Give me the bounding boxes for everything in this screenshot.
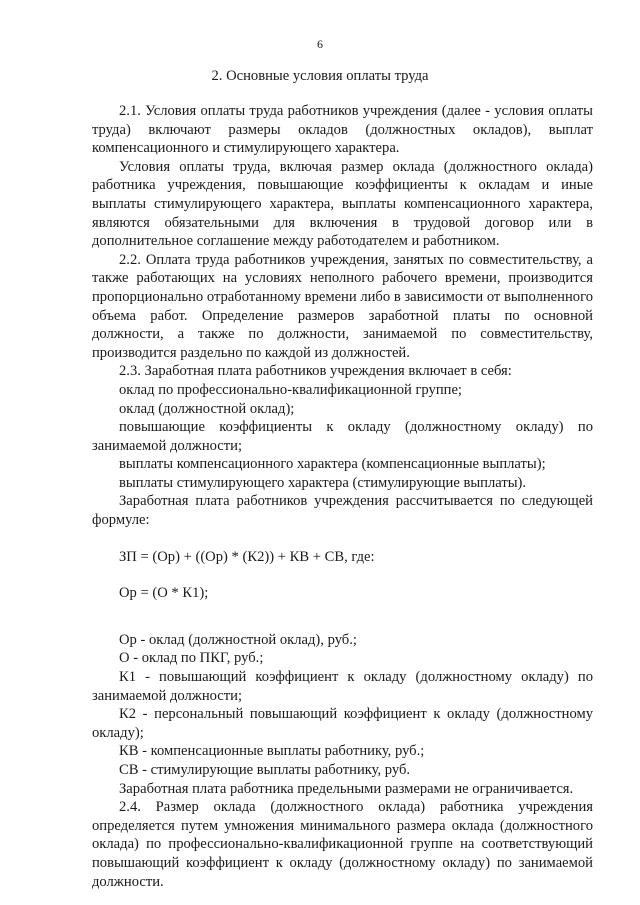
list-item: выплаты компенсационного характера (компенсационные выплаты);	[119, 456, 546, 473]
section-title: 2. Основные условия оплаты труда	[211, 68, 429, 84]
paragraph: Условия оплаты труда, включая размер оклада (должностного оклада) работника учреждения, повышающие коэффициенты к окладам и иные выплаты стимулирующего характера, выплаты компенсационного характера, являются обязательными для включения в трудовой договор или в дополнительное соглашение между работодателем и работником.	[92, 158, 593, 250]
formula-base-salary: Ор = (О * К1);	[119, 585, 209, 602]
list-item: выплаты стимулирующего характера (стимулирующие выплаты).	[119, 474, 527, 491]
definition-item: КВ - компенсационные выплаты работнику, руб.;	[119, 743, 425, 760]
definition-item: К2 - персональный повышающий коэффициент к окладу (должностному окладу);	[92, 706, 593, 741]
paragraph: 2.3. Заработная плата работников учреждения включает в себя:	[119, 363, 512, 380]
paragraph: 2.4. Размер оклада (должностного оклада) работника учреждения определяется путем умножения минимального размера оклада (должностного оклада) по профессионально-квалификационной группе на соответствующий повышающий коэффициент к окладу (должностному окладу) по занимаемой должности.	[92, 799, 593, 890]
paragraph: 2.2. Оплата труда работников учреждения, занятых по совместительству, а также работающих на условиях неполного рабочего времени, производится пропорционально отработанному времени либо в зависимости от выполненного объема работ. Определение размеров заработной платы по основной должности, а также по должности, занимаемой по совместительству, производится раздельно по каждой из должностей.	[92, 251, 593, 361]
spacer	[92, 530, 593, 548]
paragraph: Заработная плата работника предельными размерами не ограничивается.	[119, 780, 574, 797]
spacer	[92, 566, 593, 584]
paragraph: 2.1. Условия оплаты труда работников учреждения (далее - условия оплаты труда) включают размеры окладов (должностных окладов), выплат компенсационного и стимулирующего характера.	[92, 103, 593, 157]
paragraph: Заработная плата работников учреждения рассчитывается по следующей формуле:	[92, 493, 593, 529]
page-number: 6	[317, 37, 323, 51]
definition-item: СВ - стимулирующие выплаты работнику, руб.	[119, 762, 411, 778]
list-item: оклад (должностной оклад);	[119, 400, 295, 417]
definition-item: О - оклад по ПКГ, руб.;	[119, 650, 264, 667]
list-item: повышающие коэффициенты к окладу (должностному окладу) по занимаемой должности;	[92, 419, 593, 454]
definition-item: Ор - оклад (должностной оклад), руб.;	[119, 631, 357, 648]
formula-salary: ЗП = (Ор) + ((Ор) * (К2)) + КВ + СВ, где:	[119, 548, 375, 565]
spacer	[92, 603, 593, 631]
document-body	[92, 102, 593, 891]
list-item: оклад по профессионально-квалификационной группе;	[119, 381, 462, 398]
definition-item: К1 - повышающий коэффициент к окладу (должностному окладу) по занимаемой должности;	[92, 669, 593, 704]
